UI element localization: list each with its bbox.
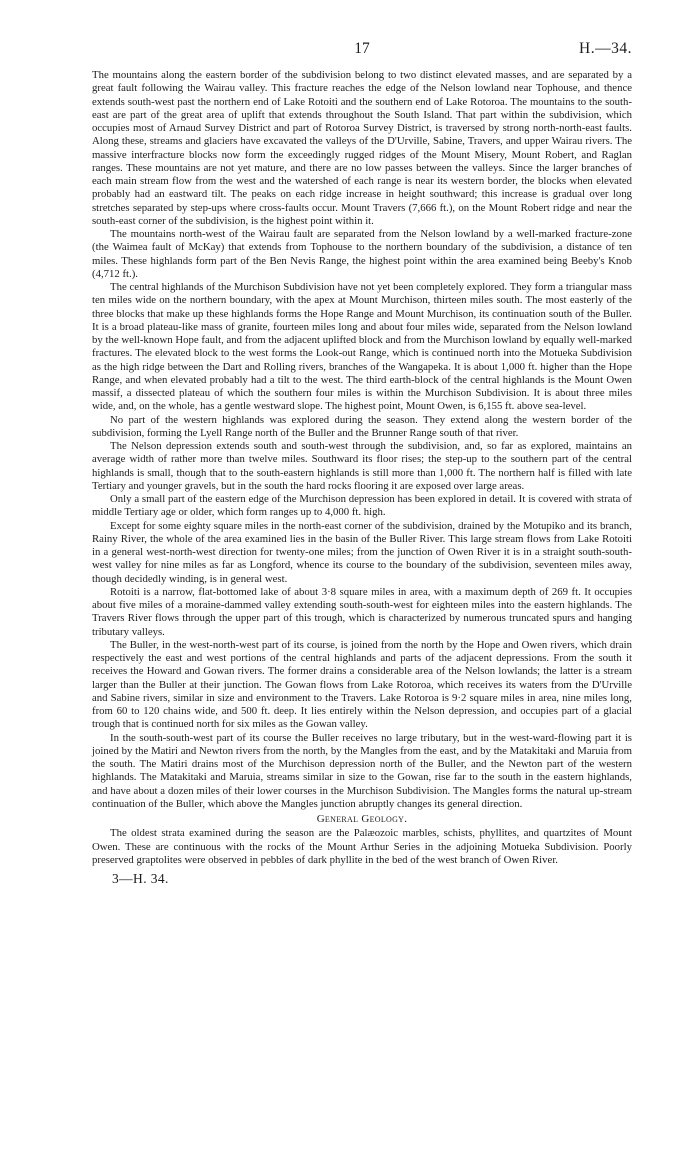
section-heading-general-geology: General Geology. (316, 813, 408, 825)
paragraph-buller-westward: In the south-south-west part of its course the Buller receives no large tributary, but in the west-ward-flowing part it is joined by the Matiri and Newton rivers from the north, by the Mangles from the east, and by the Matakitaki and Maruia from the south. The Matiri drains most of the Murchison depression north of the Buller, and the Newton part of the western highlands. The Matakitaki and Maruia, streams similar in size to the Gowan, rise far to the south in the eastern highlands, and have about a dozen miles of their lower courses in the Murchison Subdivision. The Mangles forms the natural up-stream continuation of the Buller, which above the Mangles junction abruptly changes its general direction. (92, 731, 632, 810)
sheet-signature: 3—H. 34. (112, 871, 169, 886)
paragraph-lake-rotoiti: Rotoiti is a narrow, flat-bottomed lake of about 3·8 square miles in area, with a maximum depth of 269 ft. It occupies about five miles of a moraine-dammed valley extending south-south-west for eighteen miles into the eastern highlands. The Travers River flows through the upper part of this trough, which is characterized by numerous truncated spurs and hanging tributary valleys. (92, 585, 632, 638)
paragraph-murchison-depression: Only a small part of the eastern edge of the Murchison depression has been explored in detail. It is covered with strata of middle Tertiary age or older, which form ranges up to 4,000 ft. high. (92, 493, 632, 519)
paragraph-buller-basin: Except for some eighty square miles in the north-east corner of the subdivision, drained by the Motupiko and its branch, Rainy River, the whole of the area examined lies in the basin of the Buller River. This large stream flows from Lake Rotoiti in a general west-north-west direction for twenty-one miles; from the junction of Owen River it is in a straight south-south-west valley for nine miles as far as Longford, whence its course to the boundary of the subdivision, seventeen miles away, though decidedly winding, is in general west. (92, 519, 632, 585)
paragraph-nelson-depression: The Nelson depression extends south and south-west through the subdivision, and, so far as explored, maintains an average width of rather more than twelve miles. Southward its floor rises; the step-up to the southern part of the central highlands is small, though that to the south-eastern highlands is still more than 1,000 ft. The northern half is filled with late Tertiary and younger gravels, but in the south the hard rocks flooring it are exposed over large areas. (92, 440, 632, 492)
paragraph-oldest-strata: The oldest strata examined during the season are the Palæozoic marbles, schists, phyllites, and quartzites of Mount Owen. These are continuous with the rocks of the Mount Arthur Series in the adjoining Motueka Subdivision. Poorly preserved graptolites were observed in pebbles of dark phyllite in the bed of the west branch of Owen River. (92, 827, 632, 866)
paragraph-eastern-mountains: The mountains along the eastern border of the subdivision belong to two distinct elevated masses, and are separated by a great fault following the Wairau valley. This fracture reaches the edge of the Nelson lowland near Tophouse, and thence extends south-west past the northern end of Lake Rotoiti and the southern end of Lake Rotoroa. The mountains to the south-east are part of the great area of uplift that extends throughout the South Island. That part within the subdivision, which occupies most of Arnaud Survey District and part of Rotoroa Survey District, is traversed by strong north-north-east faults. Along these, streams and glaciers have excavated the valleys of the D'Urville, Sabine, Travers, and upper Wairau rivers. The massive interfracture blocks now form the exceedingly rugged ridges of the Mount Misery, Mount Robert, and Raglan ranges. These mountains are not yet mature, and there are no low passes between the valleys. Since the larger branches of each main stream flow from the west and the watershed of each range is near its western border, the blocks when elevated probably had an eastward tilt. The peaks on each ridge increase in height southward; this increase is gradual over long stretches separated by step-ups where cross-faults occur. Mount Travers (7,666 ft.), on the Mount Robert ridge and near the south-east corner of the subdivision, is the highest point within it. (92, 69, 632, 227)
document-reference: H.—34. (579, 40, 632, 57)
paragraph-western-highlands: No part of the western highlands was explored during the season. They extend along the western border of the subdivision, forming the Lyell Range north of the Buller and the Brunner Range south of that river. (92, 413, 632, 439)
paragraph-buller-tributaries: The Buller, in the west-north-west part of its course, is joined from the north by the Hope and Owen rivers, which drain respectively the east and west portions of the central highlands and parts of the adjacent depressions. From the south it receives the Howard and Gowan rivers. The former drains a considerable area of the Nelson lowlands; the latter is a stream larger than the Buller at their junction. The Gowan flows from Lake Rotoroa, which receives its waters from the D'Urville and Sabine rivers, similar in size and environment to the Travers. Lake Rotoroa is 9·2 square miles in area, nine miles long, from 60 to 120 chains wide, and 500 ft. deep. It lies entirely within the Nelson depression, and occupies part of a glacial trough that is continued north for six miles as the Gowan valley. (92, 638, 632, 731)
paragraph-central-highlands: The central highlands of the Murchison Subdivision have not yet been completely explored. They form a triangular mass ten miles wide on the northern boundary, with the apex at Mount Murchison, thirteen miles south. The most easterly of the three blocks that make up these highlands forms the Hope Range and Mount Murchison, its continuation south of the Buller. It is a broad plateau-like mass of granite, fourteen miles long and about four miles wide, separated from the Nelson lowland by the well-known Hope fault, and from the adjacent uplifted block and from the Murchison lowland by equally well-marked fractures. The elevated block to the west forms the Look-out Range, which is continued north into the Motueka Subdivision as the high ridge between the Dart and Rolling rivers, branches of the Wangapeka. It is about 1,000 ft. higher than the Hope Range, and when elevated probably had a tilt to the west. The third earth-block of the central highlands is the Mount Owen massif, a dissected plateau of which the southern four miles is within the Murchison Subdivision. It is about three miles wide, and, on the whole, has a gentle westward slope. The highest point, Mount Owen, is 6,155 ft. above sea-level. (92, 281, 632, 413)
page-number: 17 (354, 40, 370, 57)
body-text (92, 69, 632, 885)
paragraph-wairau-fault: The mountains north-west of the Wairau fault are separated from the Nelson lowland by a well-marked fracture-zone (the Waimea fault of McKay) that extends from Tophouse to the northern boundary of the subdivision, a distance of ten miles. These highlands form part of the Ben Nevis Range, the highest point within the area examined being Beeby's Knob (4,712 ft.). (92, 228, 632, 280)
page-header (92, 40, 632, 58)
